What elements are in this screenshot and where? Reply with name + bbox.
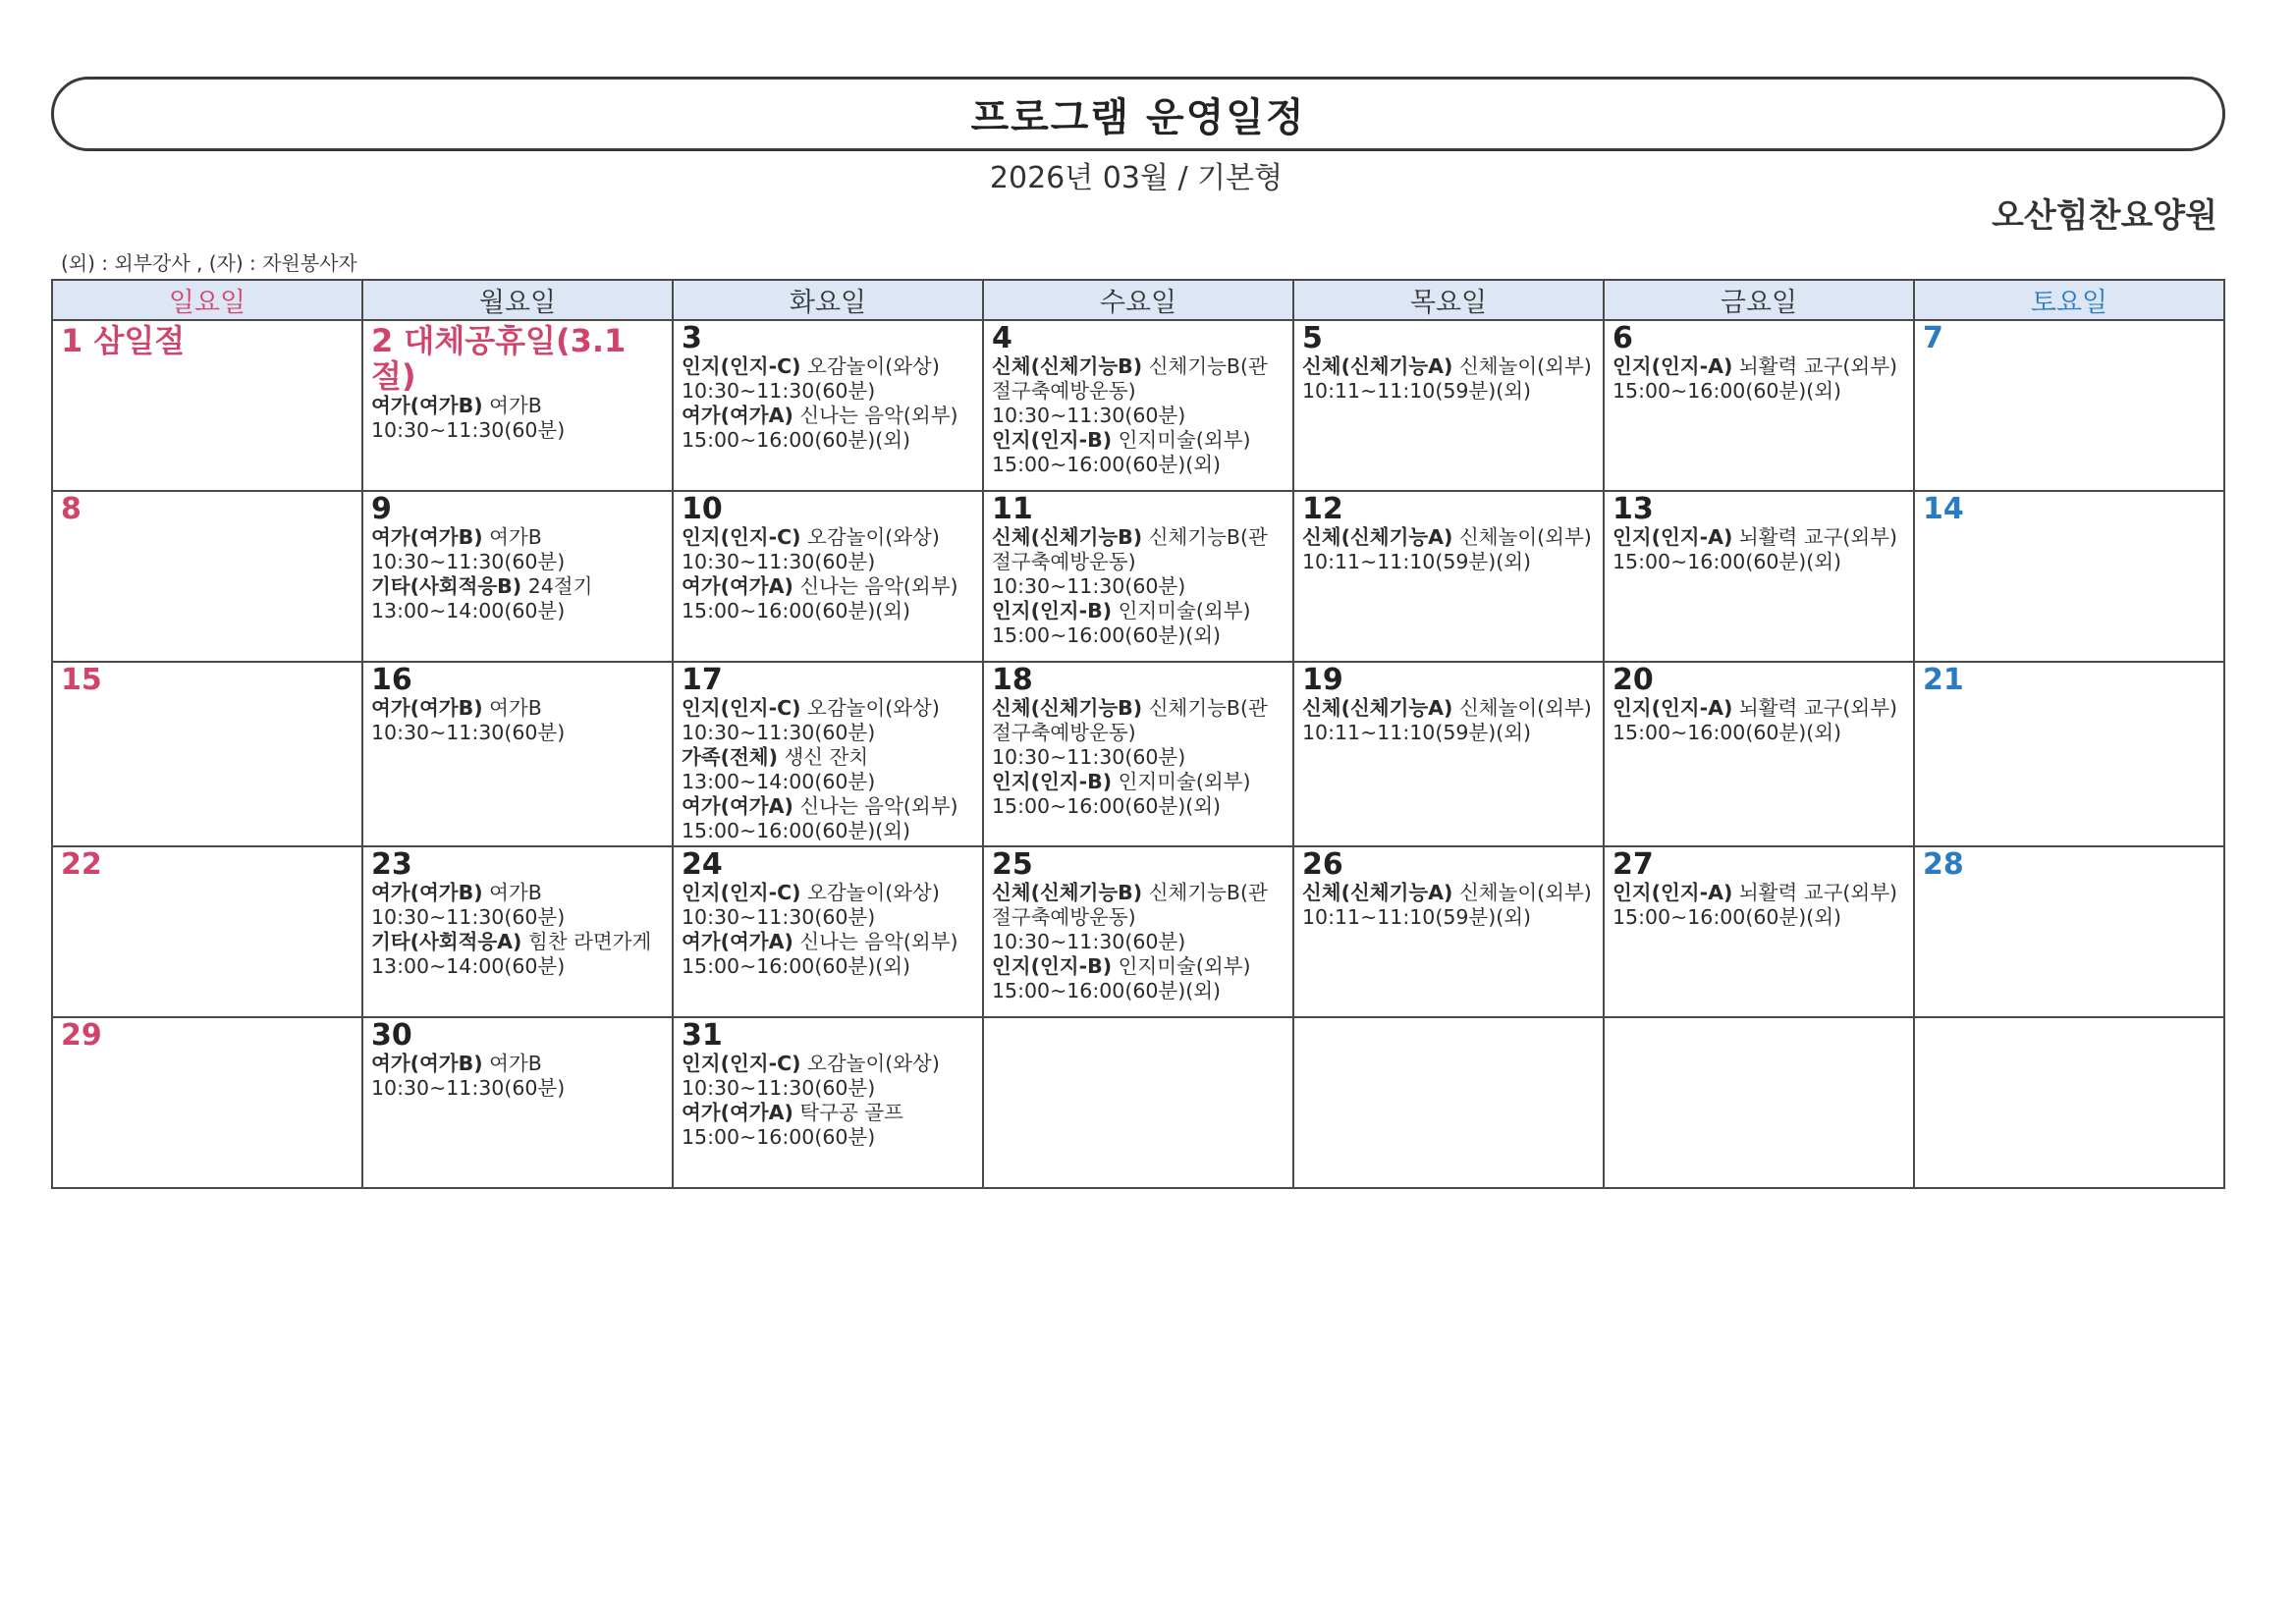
program-entry (1302, 881, 1595, 905)
program-category: 여가(여가A) (682, 574, 793, 598)
day-number: 23 (371, 847, 412, 882)
program-time: 15:00~16:00(60분)(외) (1613, 905, 1842, 929)
program-entry (371, 696, 664, 721)
program-time: 15:00~16:00(60분)(외) (682, 819, 911, 842)
program-entry (992, 881, 1285, 930)
day-cell (983, 1017, 1293, 1188)
day-number: 22 (61, 847, 102, 882)
program-time: 15:00~16:00(60분)(외) (682, 954, 911, 978)
program-name: 인지미술(외부) (1118, 599, 1251, 623)
program-entry (1613, 881, 1905, 905)
program-category: 인지(인지-A) (1613, 354, 1733, 378)
program-time: 15:00~16:00(60분)(외) (992, 623, 1222, 647)
day-cell (673, 320, 983, 491)
day-cell (362, 491, 673, 662)
day-cell (1914, 1017, 2224, 1188)
program-time: 10:11~11:10(59분)(외) (1302, 550, 1532, 573)
holiday-heading (61, 323, 354, 358)
program-name: 신체기능B(관절구축예방운동) (992, 354, 1268, 403)
day-cell (52, 846, 362, 1017)
program-time: 10:30~11:30(60분) (682, 550, 876, 573)
day-number: 3 (682, 321, 702, 355)
program-category: 인지(인지-C) (682, 881, 801, 904)
day-cell (1914, 662, 2224, 846)
program-entry (1302, 525, 1595, 550)
week-row (52, 846, 2224, 1017)
weekday-header: 월요일 (362, 280, 673, 320)
program-name: 신체놀이(외부) (1458, 525, 1592, 549)
program-name: 인지미술(외부) (1118, 770, 1251, 793)
program-category: 인지(인지-A) (1613, 881, 1733, 904)
program-name: 여가B (489, 881, 542, 904)
day-cell (983, 846, 1293, 1017)
title-banner (51, 77, 2225, 151)
day-cell (983, 320, 1293, 491)
program-time: 10:30~11:30(60분) (371, 418, 566, 442)
program-category: 인지(인지-C) (682, 525, 801, 549)
day-number: 19 (1302, 663, 1343, 697)
program-category: 여가(여가B) (371, 394, 483, 417)
program-name: 뇌활력 교구(외부) (1738, 696, 1897, 720)
program-time: 13:00~14:00(60분) (371, 599, 566, 623)
day-cell (1914, 846, 2224, 1017)
program-name: 신체기능B(관절구축예방운동) (992, 525, 1268, 573)
program-time: 10:30~11:30(60분) (682, 1076, 876, 1100)
program-time: 15:00~16:00(60분)(외) (682, 599, 911, 623)
day-cell (1604, 846, 1914, 1017)
day-cell (362, 846, 673, 1017)
weekday-header: 일요일 (52, 280, 362, 320)
program-category: 인지(인지-B) (992, 954, 1113, 978)
program-entry (682, 794, 974, 819)
program-category: 여가(여가A) (682, 930, 793, 953)
program-time: 13:00~14:00(60분) (682, 770, 876, 793)
page-title: 프로그램 운영일정 (970, 94, 1306, 140)
week-row (52, 320, 2224, 491)
day-number: 26 (1302, 847, 1343, 882)
day-number: 4 (992, 321, 1012, 355)
program-time: 15:00~16:00(60분)(외) (1613, 379, 1842, 403)
program-name: 뇌활력 교구(외부) (1738, 881, 1897, 904)
program-entry (371, 930, 664, 954)
week-row (52, 491, 2224, 662)
day-cell (1914, 320, 2224, 491)
day-cell (1604, 662, 1914, 846)
program-time: 13:00~14:00(60분) (371, 954, 566, 978)
program-name: 오감놀이(와상) (807, 354, 940, 378)
holiday-name: 삼일절 (93, 322, 186, 359)
program-time: 10:30~11:30(60분) (682, 905, 876, 929)
day-number: 29 (61, 1018, 102, 1053)
program-entry (682, 1052, 974, 1076)
program-category: 인지(인지-A) (1613, 525, 1733, 549)
program-name: 신나는 음악(외부) (799, 404, 958, 427)
program-time: 15:00~16:00(60분)(외) (992, 794, 1222, 818)
program-entry (371, 394, 664, 418)
program-time: 10:30~11:30(60분) (992, 745, 1186, 769)
day-cell (983, 662, 1293, 846)
program-entry (992, 599, 1285, 623)
day-number: 11 (992, 492, 1033, 526)
weekday-header: 화요일 (673, 280, 983, 320)
program-time: 15:00~16:00(60분) (682, 1125, 876, 1149)
program-entry (992, 954, 1285, 979)
program-entry (682, 574, 974, 599)
legend-note: (외) : 외부강사 , (자) : 자원봉사자 (61, 251, 357, 275)
program-entry (992, 354, 1285, 404)
day-cell (673, 491, 983, 662)
program-time: 10:11~11:10(59분)(외) (1302, 379, 1532, 403)
program-name: 신나는 음악(외부) (799, 930, 958, 953)
day-number: 7 (1923, 321, 1943, 355)
program-category: 인지(인지-B) (992, 428, 1113, 452)
program-name: 뇌활력 교구(외부) (1738, 354, 1897, 378)
day-number: 5 (1302, 321, 1323, 355)
program-name: 오감놀이(와상) (807, 881, 940, 904)
program-category: 여가(여가A) (682, 404, 793, 427)
program-name: 인지미술(외부) (1118, 428, 1251, 452)
program-category: 여가(여가A) (682, 1101, 793, 1124)
program-time: 15:00~16:00(60분)(외) (992, 453, 1222, 476)
program-category: 인지(인지-C) (682, 1052, 801, 1075)
day-cell (1293, 1017, 1604, 1188)
program-category: 가족(전체) (682, 745, 778, 769)
program-time: 10:30~11:30(60분) (371, 905, 566, 929)
program-entry (682, 404, 974, 428)
day-number: 30 (371, 1018, 412, 1053)
program-entry (682, 881, 974, 905)
day-number: 25 (992, 847, 1033, 882)
day-cell (1293, 320, 1604, 491)
program-entry (992, 428, 1285, 453)
program-entry (682, 745, 974, 770)
program-entry (1613, 696, 1905, 721)
program-category: 여가(여가B) (371, 696, 483, 720)
program-entry (682, 696, 974, 721)
program-time: 10:30~11:30(60분) (992, 574, 1186, 598)
program-entry (371, 1052, 664, 1076)
program-time: 10:30~11:30(60분) (992, 404, 1186, 427)
holiday-heading (371, 323, 664, 394)
day-number: 27 (1613, 847, 1654, 882)
weekday-header-row (52, 280, 2224, 320)
program-name: 신나는 음악(외부) (799, 794, 958, 818)
weekday-header: 목요일 (1293, 280, 1604, 320)
page-subtitle: 2026년 03월 / 기본형 (989, 161, 1284, 195)
program-name: 힘찬 라면가게 (527, 930, 652, 953)
day-number: 14 (1923, 492, 1964, 526)
program-name: 신체놀이(외부) (1458, 881, 1592, 904)
day-number: 24 (682, 847, 723, 882)
program-category: 인지(인지-B) (992, 770, 1113, 793)
program-name: 신나는 음악(외부) (799, 574, 958, 598)
program-name: 탁구공 골프 (799, 1101, 903, 1124)
program-entry (682, 1101, 974, 1125)
day-cell (52, 662, 362, 846)
calendar-table (51, 279, 2225, 1189)
day-cell (1604, 1017, 1914, 1188)
program-name: 여가B (489, 525, 542, 549)
program-name: 신체기능B(관절구축예방운동) (992, 696, 1268, 744)
program-entry (371, 574, 664, 599)
program-entry (992, 696, 1285, 745)
program-entry (371, 525, 664, 550)
day-number: 31 (682, 1018, 723, 1053)
program-entry (1302, 354, 1595, 379)
day-number: 21 (1923, 663, 1964, 697)
week-row (52, 1017, 2224, 1188)
program-category: 여가(여가A) (682, 794, 793, 818)
program-entry (371, 881, 664, 905)
program-category: 기타(사회적응A) (371, 930, 522, 953)
day-cell (673, 846, 983, 1017)
program-time: 15:00~16:00(60분)(외) (1613, 721, 1842, 744)
program-name: 인지미술(외부) (1118, 954, 1251, 978)
program-entry (682, 930, 974, 954)
program-category: 신체(신체기능A) (1302, 525, 1453, 549)
day-number: 18 (992, 663, 1033, 697)
day-cell (52, 1017, 362, 1188)
day-cell (983, 491, 1293, 662)
day-number: 13 (1613, 492, 1654, 526)
program-time: 10:30~11:30(60분) (992, 930, 1186, 953)
program-category: 인지(인지-C) (682, 696, 801, 720)
program-name: 여가B (489, 696, 542, 720)
program-name: 신체놀이(외부) (1458, 354, 1592, 378)
program-category: 여가(여가B) (371, 1052, 483, 1075)
program-category: 여가(여가B) (371, 881, 483, 904)
program-time: 15:00~16:00(60분)(외) (992, 979, 1222, 1002)
program-name: 여가B (489, 394, 542, 417)
program-category: 인지(인지-A) (1613, 696, 1733, 720)
program-name: 뇌활력 교구(외부) (1738, 525, 1897, 549)
program-name: 신체놀이(외부) (1458, 696, 1592, 720)
day-cell (1914, 491, 2224, 662)
program-category: 신체(신체기능A) (1302, 881, 1453, 904)
program-name: 오감놀이(와상) (807, 1052, 940, 1075)
program-category: 여가(여가B) (371, 525, 483, 549)
day-cell (362, 320, 673, 491)
day-cell (1293, 846, 1604, 1017)
day-cell (1604, 320, 1914, 491)
program-category: 신체(신체기능B) (992, 354, 1143, 378)
program-time: 10:30~11:30(60분) (371, 721, 566, 744)
program-category: 인지(인지-B) (992, 599, 1113, 623)
day-number: 8 (61, 492, 82, 526)
program-time: 10:30~11:30(60분) (371, 1076, 566, 1100)
week-row (52, 662, 2224, 846)
program-entry (992, 770, 1285, 794)
day-cell (1604, 491, 1914, 662)
day-cell (1293, 491, 1604, 662)
day-cell (52, 320, 362, 491)
program-time: 15:00~16:00(60분)(외) (682, 428, 911, 452)
program-name: 여가B (489, 1052, 542, 1075)
day-cell (362, 662, 673, 846)
weekday-header: 금요일 (1604, 280, 1914, 320)
organization-name: 오산힘찬요양원 (1992, 196, 2217, 236)
program-category: 신체(신체기능A) (1302, 696, 1453, 720)
program-entry (1613, 354, 1905, 379)
program-time: 10:11~11:10(59분)(외) (1302, 905, 1532, 929)
program-name: 24절기 (527, 574, 593, 598)
day-number: 16 (371, 663, 412, 697)
program-time: 10:30~11:30(60분) (682, 721, 876, 744)
day-number: 6 (1613, 321, 1633, 355)
day-cell (52, 491, 362, 662)
program-entry (682, 525, 974, 550)
program-entry (1302, 696, 1595, 721)
program-name: 생신 잔치 (784, 745, 869, 769)
program-name: 오감놀이(와상) (807, 696, 940, 720)
program-entry (992, 525, 1285, 574)
program-entry (1613, 525, 1905, 550)
program-time: 10:30~11:30(60분) (371, 550, 566, 573)
program-category: 신체(신체기능B) (992, 881, 1143, 904)
program-time: 10:30~11:30(60분) (682, 379, 876, 403)
day-number: 17 (682, 663, 723, 697)
program-name: 오감놀이(와상) (807, 525, 940, 549)
holiday-name: 대체공휴일(3.1절) (371, 322, 627, 395)
day-number: 9 (371, 492, 392, 526)
day-number: 1 (61, 322, 83, 359)
day-number: 28 (1923, 847, 1964, 882)
day-number: 15 (61, 663, 102, 697)
day-cell (673, 662, 983, 846)
program-entry (682, 354, 974, 379)
program-time: 10:11~11:10(59분)(외) (1302, 721, 1532, 744)
program-category: 신체(신체기능B) (992, 696, 1143, 720)
day-cell (673, 1017, 983, 1188)
day-number: 10 (682, 492, 723, 526)
program-category: 기타(사회적응B) (371, 574, 522, 598)
day-number: 20 (1613, 663, 1654, 697)
weekday-header: 수요일 (983, 280, 1293, 320)
program-time: 15:00~16:00(60분)(외) (1613, 550, 1842, 573)
day-cell (362, 1017, 673, 1188)
day-cell (1293, 662, 1604, 846)
weekday-header: 토요일 (1914, 280, 2224, 320)
program-category: 신체(신체기능B) (992, 525, 1143, 549)
day-number: 12 (1302, 492, 1343, 526)
program-category: 신체(신체기능A) (1302, 354, 1453, 378)
program-name: 신체기능B(관절구축예방운동) (992, 881, 1268, 929)
program-category: 인지(인지-C) (682, 354, 801, 378)
day-number: 2 (371, 322, 394, 359)
